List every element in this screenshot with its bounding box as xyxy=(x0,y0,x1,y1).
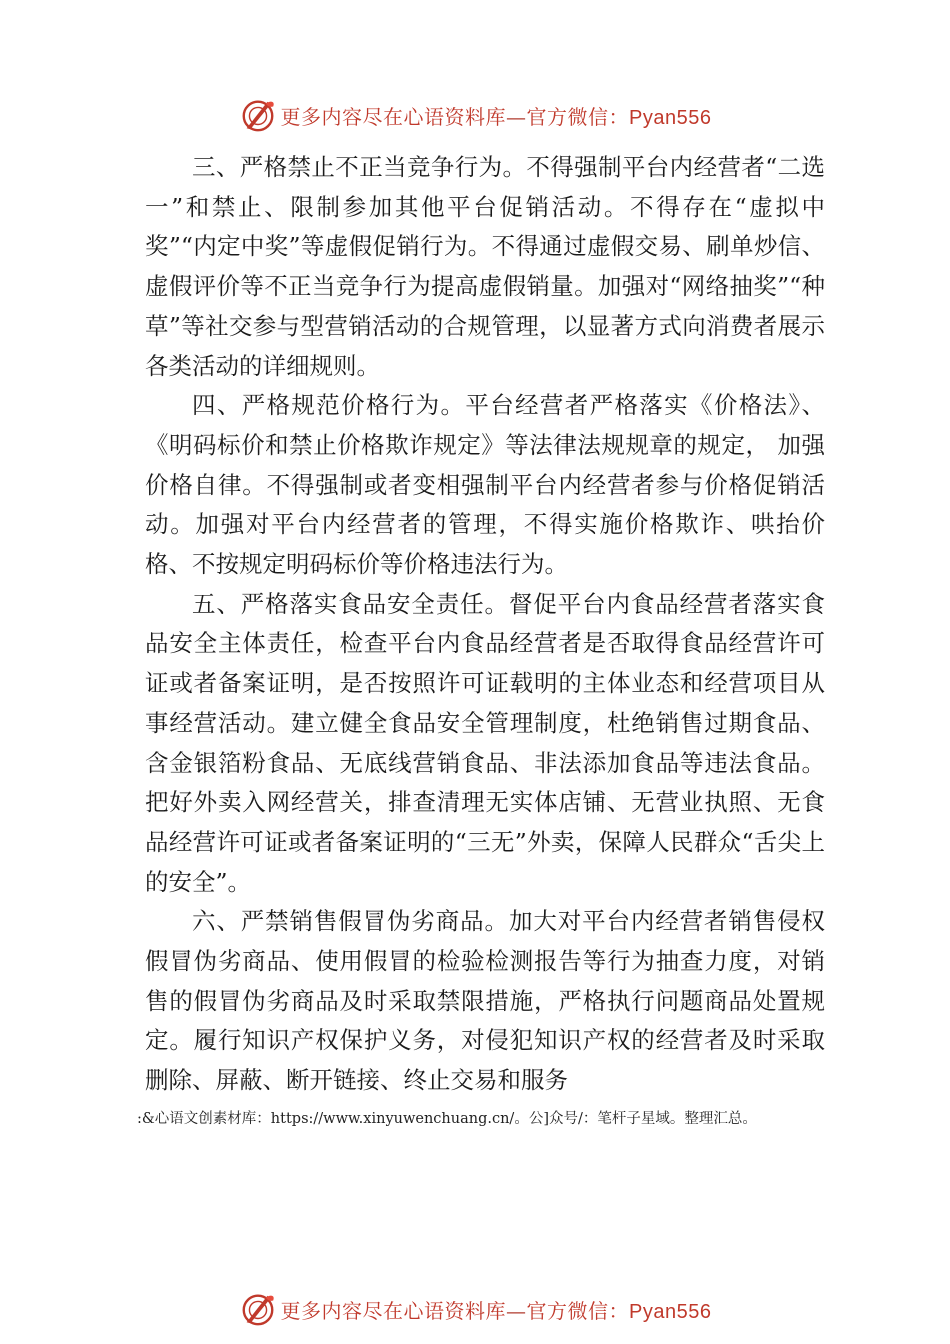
footer-banner xyxy=(0,1289,950,1329)
banner-wechat-id: Pyan556 xyxy=(629,1300,712,1323)
document-body xyxy=(145,148,825,1101)
banner-wechat-label: 官方微信： xyxy=(526,1298,630,1323)
banner-title: 更多内容尽在心语资料库 xyxy=(280,1298,507,1323)
banner-title: 更多内容尽在心语资料库 xyxy=(280,104,507,129)
paragraph-4: 四、严格规范价格行为。平台经营者严格落实《价格法》、《明码标价和禁止价格欺诈规定》等法律法规规章的规定， 加强价格自律。不得强制或者变相强制平台内经营者参与价格促销活动。加强对平台内经营者的管理，不得实施价格欺诈、哄抬价格、不按规定明码标价等价格违法行为。 xyxy=(145,391,825,579)
banner-wechat-id: Pyan556 xyxy=(629,106,712,129)
feather-pen-logo-icon xyxy=(239,1290,277,1328)
banner-dash: — xyxy=(506,104,527,129)
paragraph-6: 六、严禁销售假冒伪劣商品。加大对平台内经营者销售侵权假冒伪劣商品、使用假冒的检验检测报告等行为抽查力度，对销售的假冒伪劣商品及时采取禁限措施，严格执行问题商品处置规定。履行知识产权保护义务，对侵犯知识产权的经营者及时采取删除、屏蔽、断开链接、终止交易和服务 xyxy=(145,907,825,1095)
paragraph-5: 五、严格落实食品安全责任。督促平台内食品经营者落实食品安全主体责任，检查平台内食品经营者是否取得食品经营许可证或者备案证明，是否按照许可证载明的主体业态和经营项目从事经营活动。建立健全食品安全管理制度，杜绝销售过期食品、含金银箔粉食品、无底线营销食品、非法添加食品等违法食品。把好外卖入网经营关，排查清理无实体店铺、无营业执照、无食品经营许可证或者备案证明的“三无”外卖，保障人民群众“舌尖上的安全”。 xyxy=(145,589,825,896)
banner-wechat-label: 官方微信： xyxy=(526,104,630,129)
banner-dash: — xyxy=(506,1298,527,1323)
header-banner xyxy=(0,95,950,135)
banner-text xyxy=(281,101,712,130)
feather-pen-logo-icon xyxy=(239,96,277,134)
paragraph-3: 三、严格禁止不正当竞争行为。不得强制平台内经营者“二选一”和禁止、限制参加其他平台促销活动。不得存在“虚拟中奖”“内定中奖”等虚假促销行为。不得通过虚假交易、刷单炒信、虚假评价等不正当竞争行为提高虚假销量。加强对“网络抽奖”“种草”等社交参与型营销活动的合规管理，以显著方式向消费者展示各类活动的详细规则。 xyxy=(145,153,825,380)
source-note: :&心语文创素材库：https://www.xinyuwenchuang.cn/。公]众号/：笔杆子星域。整理汇总。 xyxy=(137,1111,757,1127)
banner-text xyxy=(281,1295,712,1324)
